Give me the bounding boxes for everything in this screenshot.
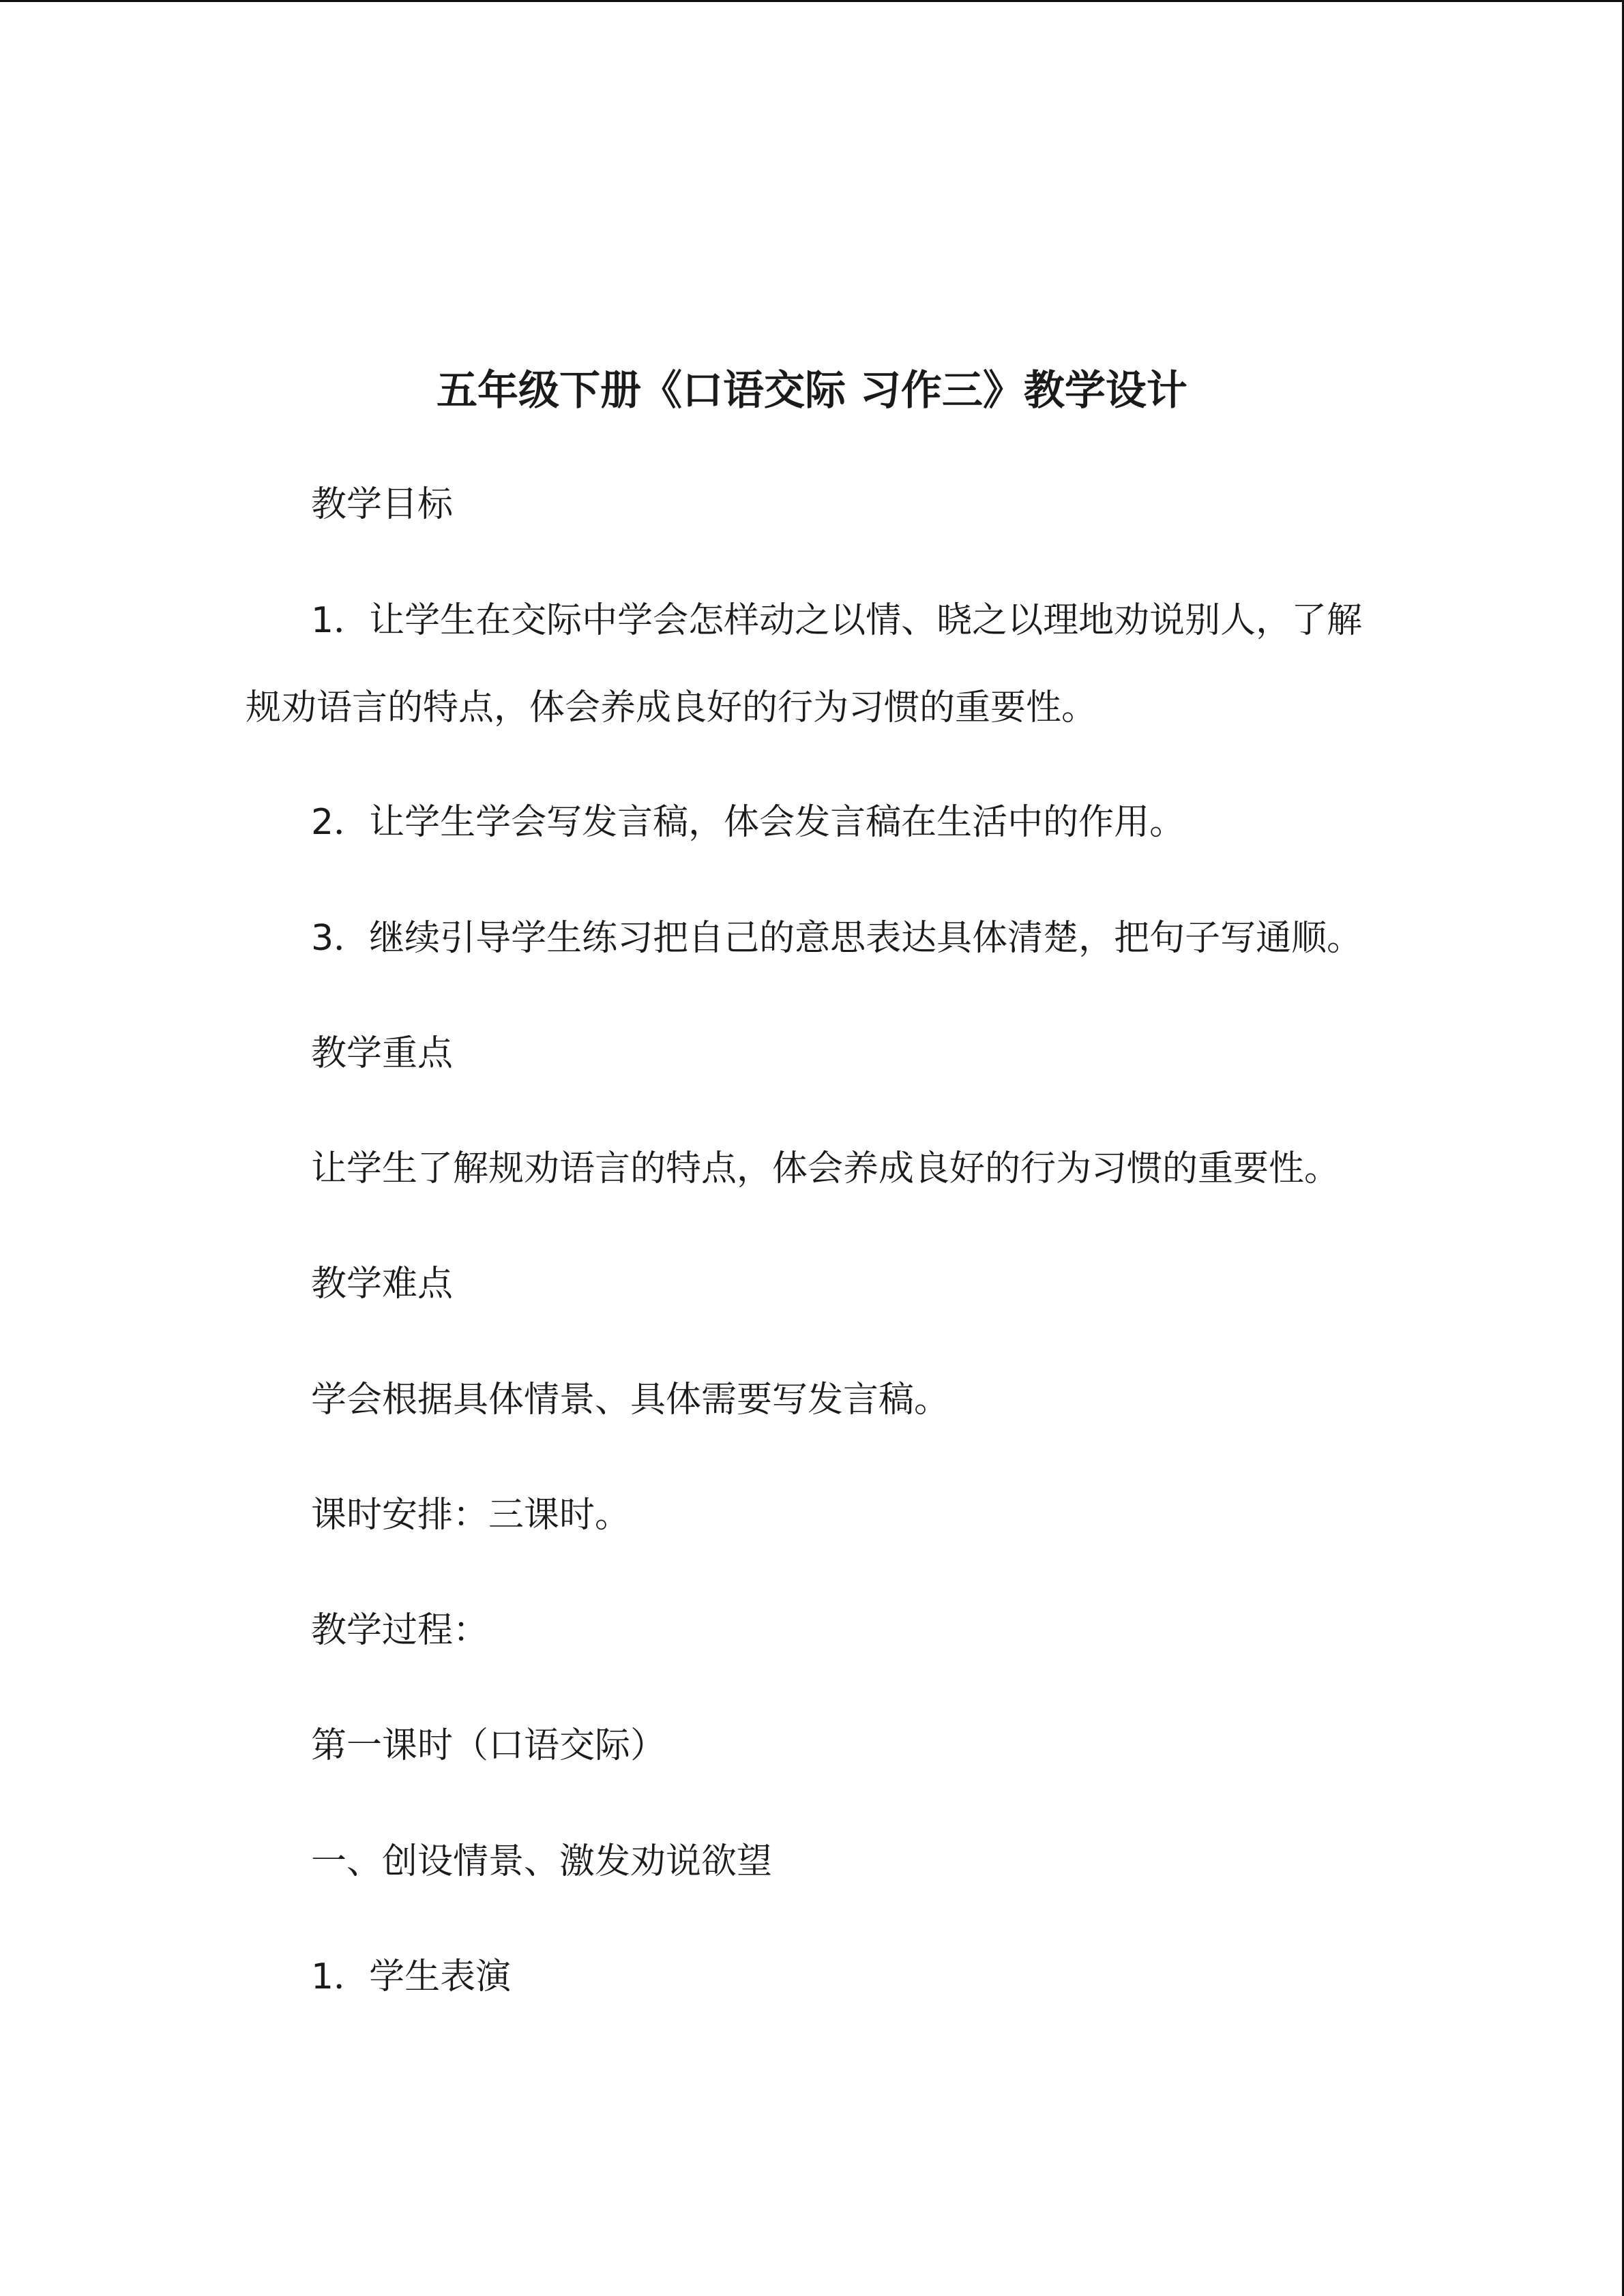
step-1-student-performance: 1．学生表演 [311, 1956, 512, 1997]
goal-1-line-1: 1．让学生在交际中学会怎样动之以情、晓之以理地劝说别人，了解 [311, 600, 1363, 641]
class-hours: 课时安排：三课时。 [311, 1495, 631, 1536]
goal-3: 3．继续引导学生练习把自己的意思表达具体清楚，把句子写通顺。 [311, 918, 1363, 959]
goal-2: 2．让学生学会写发言稿，体会发言稿在生活中的作用。 [311, 802, 1185, 843]
key-points-text: 让学生了解规劝语言的特点，体会养成良好的行为习惯的重要性。 [311, 1148, 1340, 1189]
page-top-border [0, 0, 1624, 2]
heading-key-points: 教学重点 [311, 1033, 454, 1074]
heading-teaching-goals: 教学目标 [311, 484, 454, 525]
first-lesson-heading: 第一课时（口语交际） [311, 1725, 666, 1766]
document-title: 五年级下册《口语交际 习作三》教学设计 [437, 367, 1187, 415]
goal-1-line-2: 规劝语言的特点，体会养成良好的行为习惯的重要性。 [246, 687, 1097, 728]
difficulties-text: 学会根据具体情景、具体需要写发言稿。 [311, 1380, 950, 1420]
section-1-heading: 一、创设情景、激发劝说欲望 [311, 1841, 773, 1882]
heading-difficulties: 教学难点 [311, 1264, 454, 1304]
heading-teaching-process: 教学过程： [311, 1610, 489, 1651]
